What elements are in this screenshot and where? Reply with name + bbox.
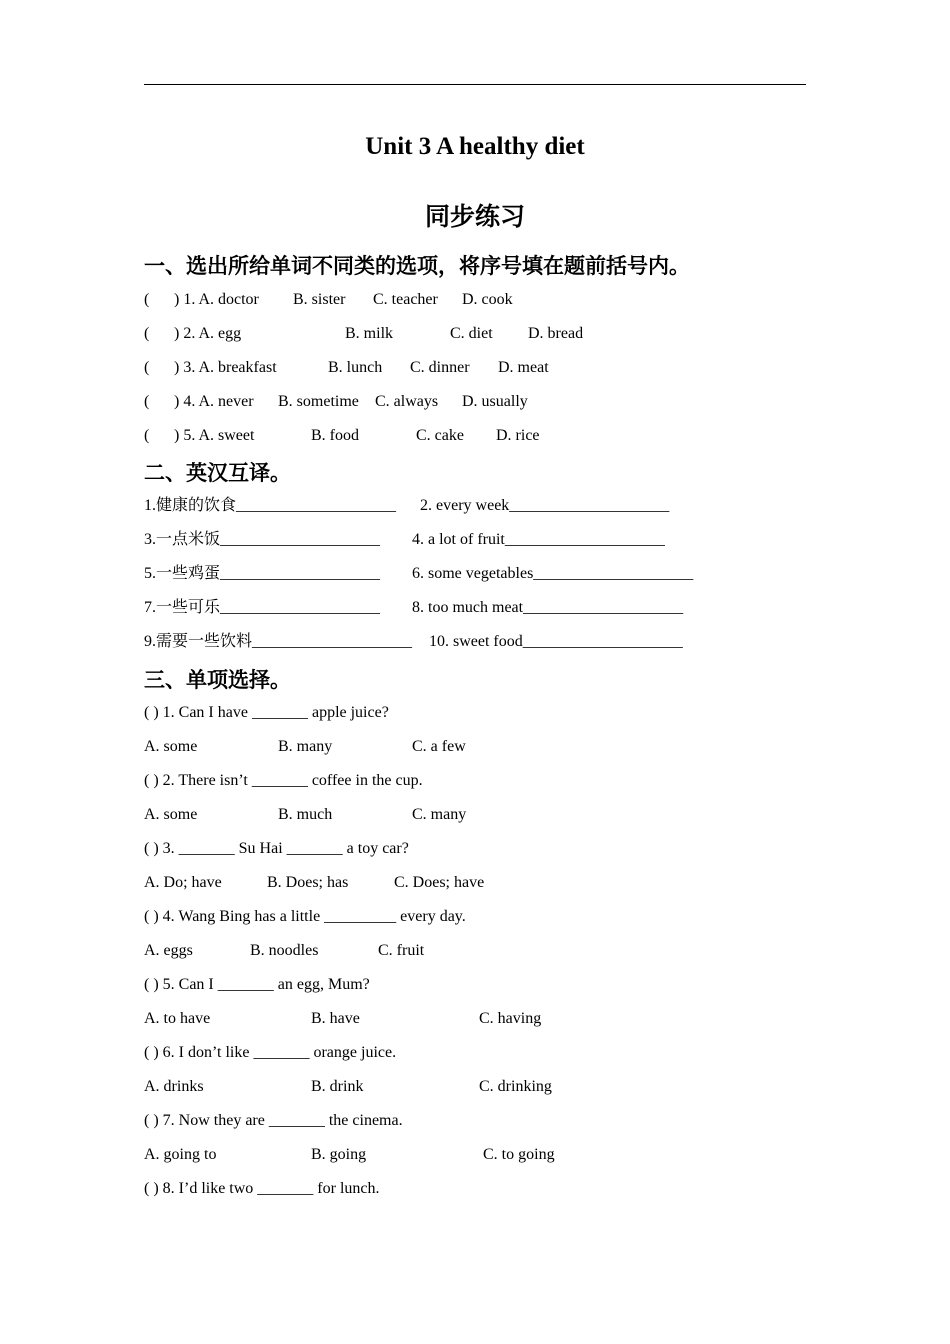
option-c: C. to going [483, 1146, 555, 1163]
item-stem: ) 3. A. breakfast [174, 359, 277, 376]
item-stem: ) 4. A. never [174, 393, 254, 410]
option-a: A. going to [144, 1146, 217, 1163]
option-a: A. Do; have [144, 874, 222, 891]
option-d: D. cook [462, 291, 513, 308]
option-d: D. usually [462, 393, 528, 410]
option-d: D. rice [496, 427, 540, 444]
option-b: B. food [311, 427, 359, 444]
option-b: B. sister [293, 291, 346, 308]
item-stem: ) 2. A. egg [174, 325, 242, 342]
option-a: A. some [144, 738, 198, 755]
option-c: C. drinking [479, 1078, 552, 1095]
translation-item: 4. a lot of fruit____________________ [412, 531, 665, 548]
option-b: B. have [311, 1010, 360, 1027]
translation-item: 8. too much meat____________________ [412, 599, 684, 616]
translation-item: 2. every week____________________ [420, 497, 670, 514]
answer-bracket: ( [144, 325, 150, 342]
option-d: D. meat [498, 359, 549, 376]
option-c: C. teacher [373, 291, 438, 308]
option-a: A. eggs [144, 942, 193, 959]
translation-item: 9.需要一些饮料____________________ [144, 633, 413, 650]
option-c: C. dinner [410, 359, 470, 376]
question-text: ( ) 2. There isn’t _______ coffee in the cup. [144, 772, 423, 789]
option-c: C. many [412, 806, 467, 823]
option-b: B. milk [345, 325, 394, 342]
option-c: C. Does; have [394, 874, 485, 891]
section-3-heading: 三、单项选择。 [144, 668, 291, 692]
option-a: A. drinks [144, 1078, 204, 1095]
option-a: A. to have [144, 1010, 211, 1027]
translation-item: 6. some vegetables____________________ [412, 565, 694, 582]
page-title: Unit 3 A healthy diet [365, 133, 585, 160]
question-text: ( ) 3. _______ Su Hai _______ a toy car? [144, 840, 409, 857]
question-text: ( ) 5. Can I _______ an egg, Mum? [144, 976, 370, 993]
translation-item: 3.一点米饭____________________ [144, 531, 381, 548]
option-c: C. always [375, 393, 439, 410]
option-c: C. a few [412, 738, 466, 755]
question-text: ( ) 1. Can I have _______ apple juice? [144, 704, 389, 721]
translation-item: 5.一些鸡蛋____________________ [144, 565, 381, 582]
section-2-heading: 二、英汉互译。 [144, 461, 291, 485]
option-b: B. Does; has [267, 874, 349, 891]
translation-item: 10. sweet food____________________ [429, 633, 683, 650]
question-text: ( ) 6. I don’t like _______ orange juice. [144, 1044, 397, 1061]
option-b: B. lunch [328, 359, 383, 376]
option-b: B. much [278, 806, 333, 823]
option-b: B. going [311, 1146, 367, 1163]
section-1-heading: 一、选出所给单词不同类的选项，将序号填在题前括号内。 [144, 254, 690, 278]
option-c: C. cake [416, 427, 464, 444]
answer-bracket: ( [144, 393, 150, 410]
option-d: D. bread [528, 325, 584, 342]
option-c: C. fruit [378, 942, 425, 959]
option-b: B. many [278, 738, 333, 755]
question-text: ( ) 8. I’d like two _______ for lunch. [144, 1180, 380, 1197]
option-c: C. having [479, 1010, 542, 1027]
header-rule [144, 84, 806, 85]
answer-bracket: ( [144, 359, 150, 376]
translation-item: 7.一些可乐____________________ [144, 599, 381, 616]
option-b: B. drink [311, 1078, 364, 1095]
item-stem: ) 5. A. sweet [174, 427, 255, 444]
translation-item: 1.健康的饮食____________________ [144, 497, 397, 514]
question-text: ( ) 4. Wang Bing has a little _________ every day. [144, 908, 466, 925]
page-subtitle: 同步练习 [424, 204, 525, 231]
answer-bracket: ( [144, 427, 150, 444]
option-a: A. some [144, 806, 198, 823]
option-c: C. diet [450, 325, 493, 342]
answer-bracket: ( [144, 291, 150, 308]
question-text: ( ) 7. Now they are _______ the cinema. [144, 1112, 403, 1129]
option-b: B. noodles [250, 942, 319, 959]
option-b: B. sometime [278, 393, 359, 410]
item-stem: ) 1. A. doctor [174, 291, 259, 308]
